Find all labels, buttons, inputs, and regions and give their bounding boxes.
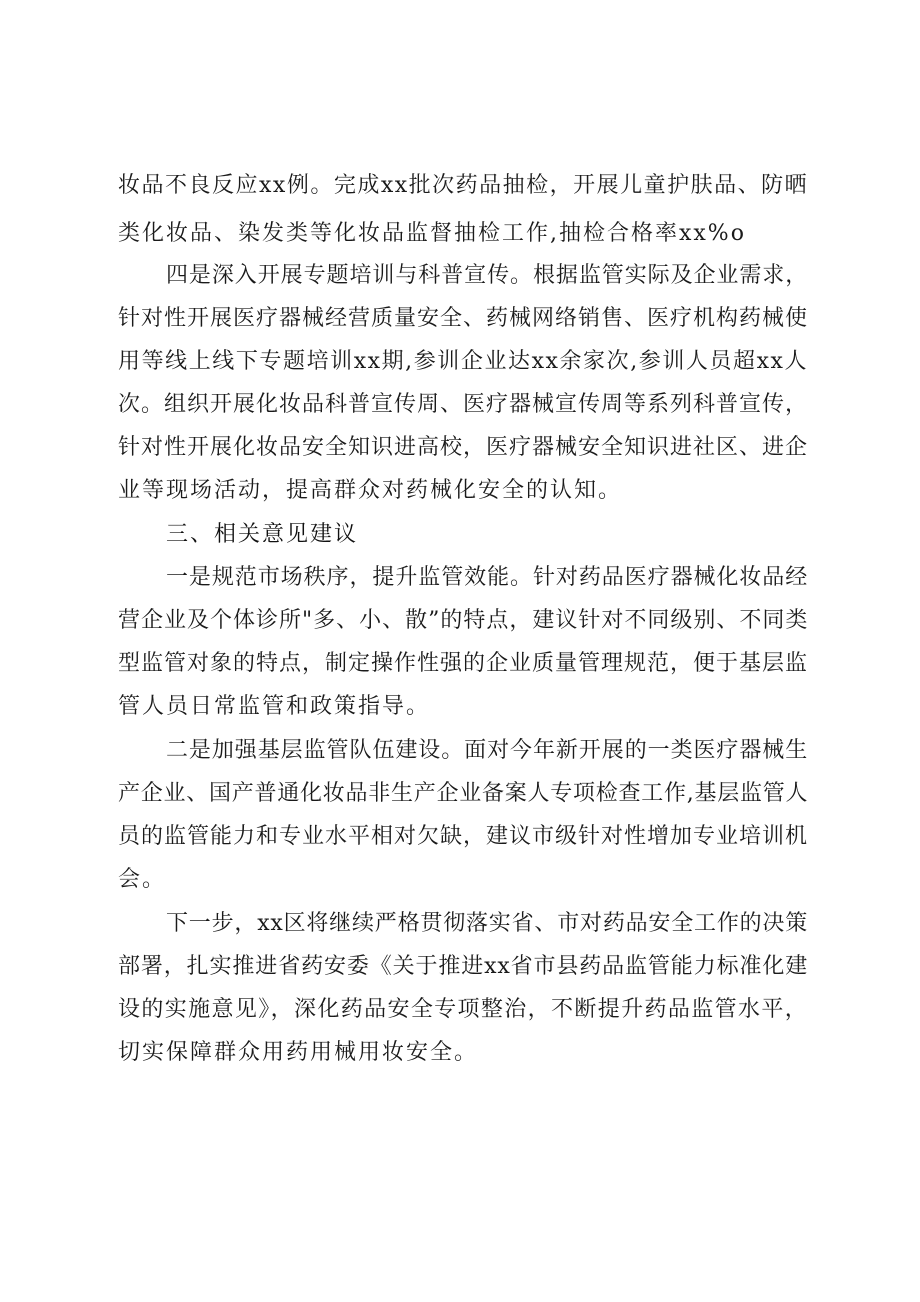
text-line: 设的实施意见》，深化药品安全专项整治，不断提升药品监管水平， xyxy=(118,997,808,1022)
text-line: 次。组织开展化妆品科普宣传周、医疗器械宣传周等系列科普宣传， xyxy=(118,392,809,417)
text-line: 妆品不良反应xx例。完成xx批次药品抽检，开展儿童护肤品、防晒 xyxy=(118,173,809,198)
text-line: 部署，扎实推进省药安委《关于推进xx省市县药品监管能力标准化建 xyxy=(118,954,808,979)
text-line: 类化妆品、染发类等化妆品监督抽检工作,抽检合格率xx%o xyxy=(118,221,746,246)
text-line: 营企业及个体诊所"多、小、散”的特点，建议针对不同级别、不同类 xyxy=(118,608,809,633)
text-line: 二是加强基层监管队伍建设。面对今年新开展的一类医疗器械生 xyxy=(166,738,808,763)
text-line: 针对性开展医疗器械经营质量安全、药械网络销售、医疗机构药械使 xyxy=(118,306,809,331)
text-line: 型监管对象的特点，制定操作性强的企业质量管理规范，便于基层监 xyxy=(118,651,809,676)
text-line: 切实保障群众用药用械用妆安全。 xyxy=(118,1040,479,1065)
section-heading: 三、相关意见建议 xyxy=(166,522,359,547)
text-line: 产企业、国产普通化妆品非生产企业备案人专项检查工作,基层监管人 xyxy=(118,781,809,806)
text-line: 针对性开展化妆品安全知识进高校，医疗器械安全知识进社区、进企 xyxy=(118,435,809,460)
text-line: 员的监管能力和专业水平相对欠缺，建议市级针对性增加专业培训机 xyxy=(118,824,809,849)
text-line: 一是规范市场秩序，提升监管效能。针对药品医疗器械化妆品经 xyxy=(166,565,808,590)
text-line: 业等现场活动，提高群众对药械化安全的认知。 xyxy=(118,478,623,503)
text-line: 会。 xyxy=(118,867,167,892)
text-line: 用等线上线下专题培训xx期,参训企业达xx余家次,参训人员超xx人 xyxy=(118,349,808,374)
text-line: 四是深入开展专题培训与科普宣传。根据监管实际及企业需求， xyxy=(166,263,808,288)
text-line: 下一步，xx区将继续严格贯彻落实省、市对药品安全工作的决策 xyxy=(166,911,808,936)
text-line: 管人员日常监管和政策指导。 xyxy=(118,694,431,719)
